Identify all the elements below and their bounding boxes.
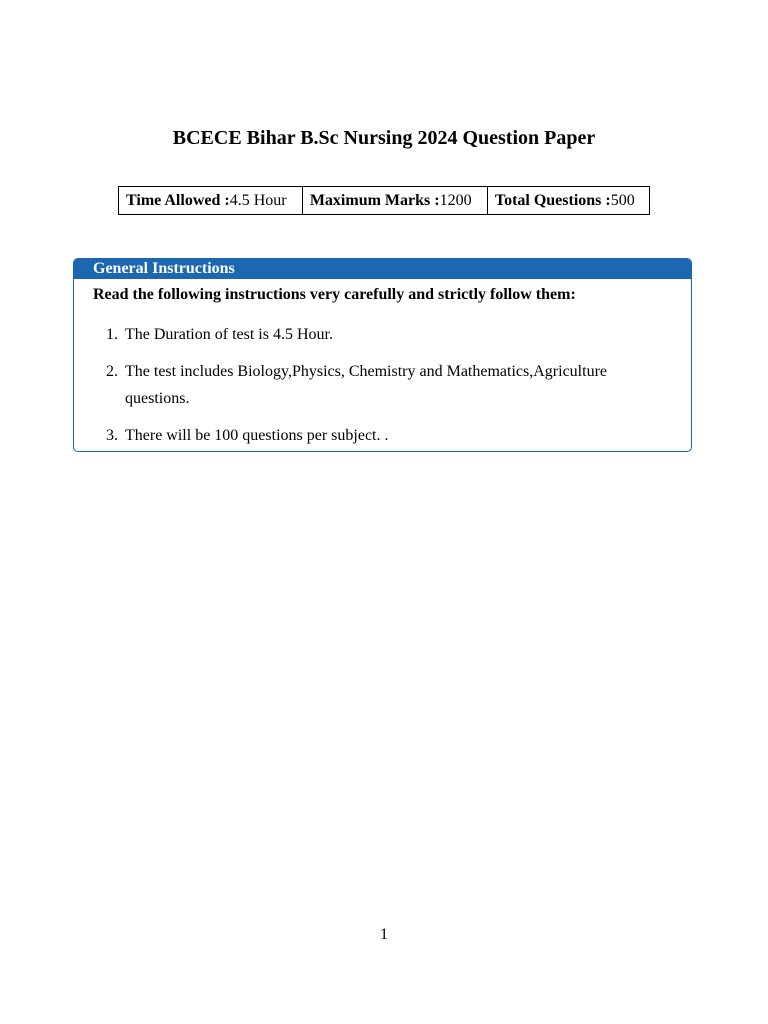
total-questions-label: Total Questions :: [494, 192, 611, 209]
general-instructions-box: [73, 258, 692, 452]
maximum-marks-value: 1200: [439, 192, 472, 209]
list-item-text: The Duration of test is 4.5 Hour.: [125, 326, 333, 343]
exam-info-row: [119, 187, 650, 215]
page-number: 1: [380, 926, 388, 943]
time-allowed-cell: [119, 187, 303, 215]
list-item-number: 3.: [106, 427, 118, 444]
list-item-text: The test includes Biology,Physics, Chemistry and Mathematics,Agriculture questions.: [125, 363, 607, 407]
maximum-marks-label: Maximum Marks :: [309, 192, 440, 209]
list-item-text: There will be 100 questions per subject. .: [125, 427, 389, 444]
list-item: [74, 358, 674, 412]
list-item: [74, 321, 674, 348]
maximum-marks-cell: [302, 187, 487, 215]
list-item: [74, 422, 674, 449]
instructions-lead: Read the following instructions very carefully and strictly follow them:: [93, 286, 576, 303]
list-item-number: 1.: [106, 326, 118, 343]
time-allowed-value: 4.5 Hour: [229, 192, 287, 209]
exam-info-table: [118, 186, 650, 215]
instructions-header: General Instructions: [74, 259, 691, 279]
total-questions-cell: [487, 187, 649, 215]
instructions-list: [74, 321, 674, 452]
total-questions-value: 500: [610, 192, 635, 209]
time-allowed-label: Time Allowed :: [126, 192, 230, 209]
page-title: BCECE Bihar B.Sc Nursing 2024 Question Paper: [172, 127, 596, 149]
list-item-number: 2.: [106, 363, 118, 380]
